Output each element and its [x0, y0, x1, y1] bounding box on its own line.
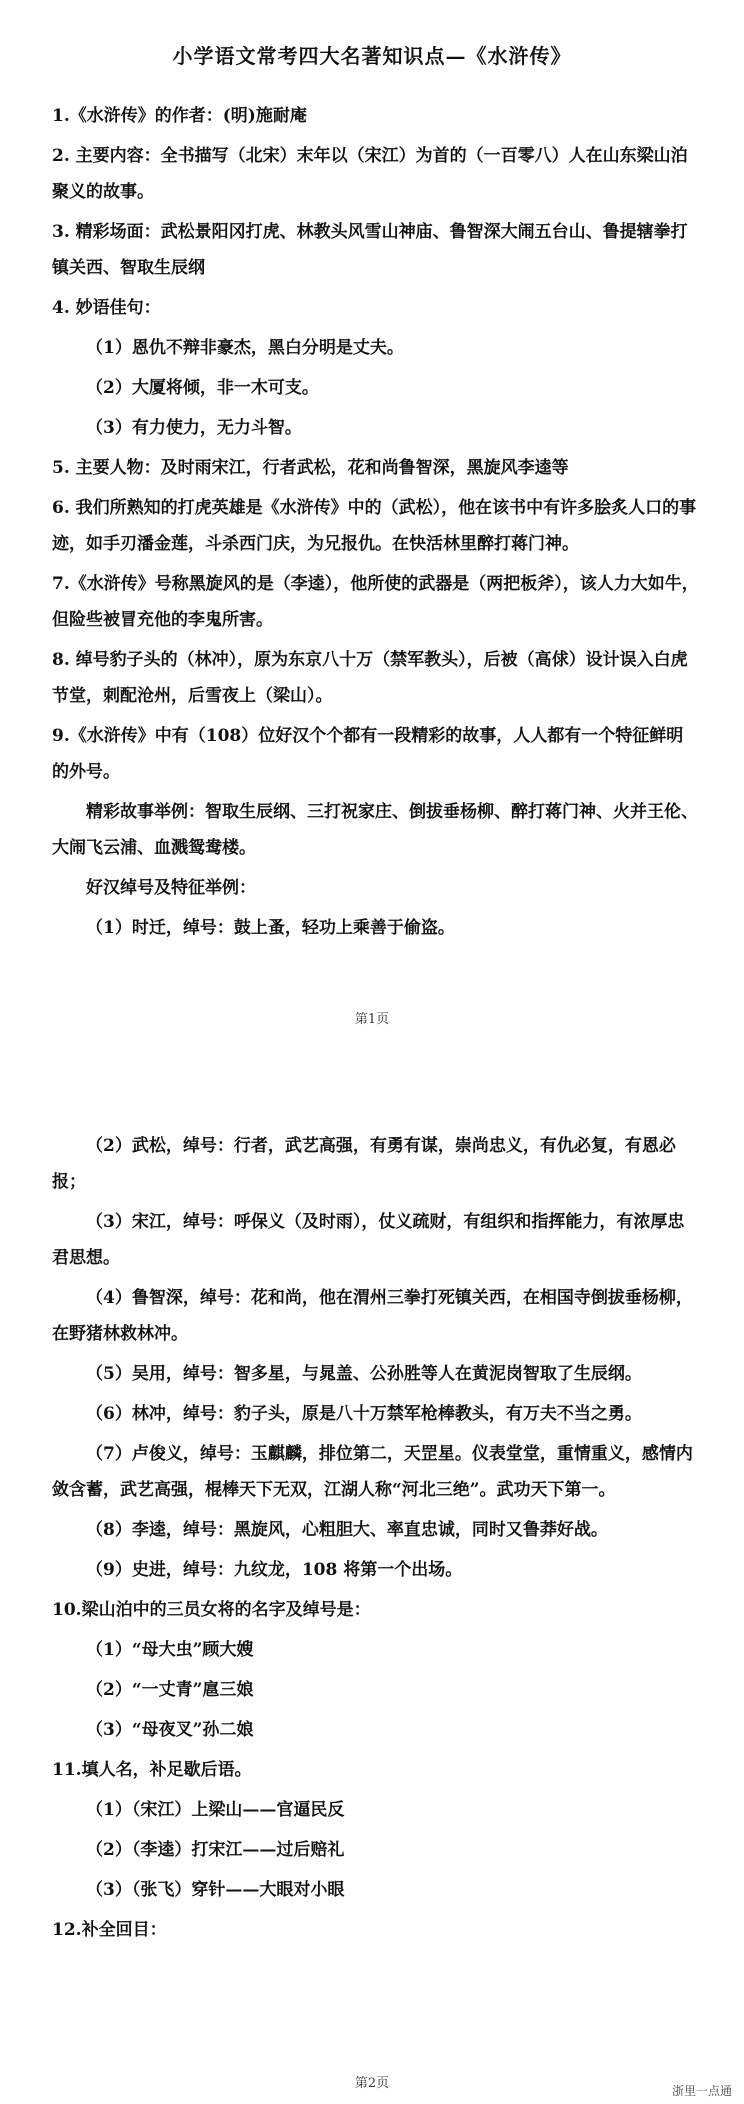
nickname-example-9: （9）史进，绰号：九纹龙，108 将第一个出场。	[86, 1560, 463, 1580]
nickname-example-8: （8）李逵，绰号：黑旋风，心粗胆大、率直忠诚，同时又鲁莽好战。	[86, 1520, 608, 1540]
xiehouyu-3: （3）（张飞）穿针——大眼对小眼	[86, 1880, 345, 1900]
nickname-example-5: （5）吴用，绰号：智多星，与晁盖、公孙胜等人在黄泥岗智取了生辰纲。	[86, 1364, 642, 1384]
page-number-1: 第1页	[354, 1012, 390, 1027]
nickname-example-2: （2）武松，绰号：行者，武艺高强，有勇有谋，崇尚忠义，有仇必复，有恩必报；	[52, 1136, 676, 1192]
female-general-1: （1）“母大虫”顾大嫂	[86, 1640, 254, 1660]
item-characters: 5. 主要人物：及时雨宋江，行者武松，花和尚鲁智深，黑旋风李逵等	[52, 458, 569, 478]
item-quotes-heading: 4. 妙语佳句：	[52, 298, 161, 318]
nickname-example-1: （1）时迁，绰号：鼓上蚤，轻功上乘善于偷盗。	[86, 918, 455, 938]
female-general-3: （3）“母夜叉”孙二娘	[86, 1720, 254, 1740]
page-1-content	[52, 98, 700, 950]
item-likui: 7.《水浒传》号称黑旋风的是（李逵），他所使的武器是（两把板斧），该人力大如牛，但险些被冒充他的李鬼所害。	[52, 574, 699, 630]
page-2-content	[52, 1128, 700, 1952]
xiehouyu-1: （1）（宋江）上梁山——官逼民反	[86, 1800, 345, 1820]
nickname-example-7: （7）卢俊义，绰号：玉麒麟，排位第二，天罡星。仪表堂堂，重情重义，感情内敛含蓄，武艺高强，棍棒天下无双，江湖人称“河北三绝”。武功天下第一。	[52, 1444, 693, 1500]
story-examples: 精彩故事举例：智取生辰纲、三打祝家庄、倒拔垂杨柳、醉打蒋门神、火并王伦、大闹飞云浦、血溅鸳鸯楼。	[52, 802, 698, 858]
female-general-2: （2）“一丈青”扈三娘	[86, 1680, 254, 1700]
nickname-examples-heading: 好汉绰号及特征举例：	[86, 878, 256, 898]
nickname-example-4: （4）鲁智深，绰号：花和尚，他在渭州三拳打死镇关西，在相国寺倒拔垂杨柳，在野猪林救林冲。	[52, 1288, 693, 1344]
quote-3: （3）有力使力，无力斗智。	[86, 418, 302, 438]
item-linchong: 8. 绰号豹子头的（林冲），原为东京八十万（禁军教头），后被（高俅）设计误入白虎节堂，刺配沧州，后雪夜上（梁山）。	[52, 650, 688, 706]
item-wusong: 6. 我们所熟知的打虎英雄是《水浒传》中的（武松），他在该书中有许多脍炙人口的事迹，如手刃潘金莲，斗杀西门庆，为兄报仇。在快活林里醉打蒋门神。	[52, 498, 697, 554]
item-scenes: 3. 精彩场面：武松景阳冈打虎、林教头风雪山神庙、鲁智深大闹五台山、鲁提辖拳打镇关西、智取生辰纲	[52, 222, 688, 278]
item-xiehouyu: 11.填人名，补足歇后语。	[52, 1760, 252, 1780]
item-main-content: 2. 主要内容：全书描写（北宋）末年以（宋江）为首的（一百零八）人在山东梁山泊聚义的故事。	[52, 146, 688, 202]
quote-2: （2）大厦将倾，非一木可支。	[86, 378, 319, 398]
item-author: 1.《水浒传》的作者：(明)施耐庵	[52, 106, 307, 126]
xiehouyu-2: （2）（李逵）打宋江——过后赔礼	[86, 1840, 345, 1860]
page-2	[0, 1062, 744, 2104]
item-chapter-titles: 12.补全回目：	[52, 1920, 167, 1940]
quote-1: （1）恩仇不辩非豪杰，黑白分明是丈夫。	[86, 338, 404, 358]
page-number-2: 第2页	[354, 2076, 390, 2091]
nickname-example-6: （6）林冲，绰号：豹子头，原是八十万禁军枪棒教头，有万夫不当之勇。	[86, 1404, 642, 1424]
document-title: 小学语文常考四大名著知识点—《水浒传》	[172, 44, 572, 68]
item-female-generals: 10.梁山泊中的三员女将的名字及绰号是：	[52, 1600, 371, 1620]
nickname-example-3: （3）宋江，绰号：呼保义（及时雨），仗义疏财，有组织和指挥能力，有浓厚忠君思想。	[52, 1212, 685, 1268]
item-108-heroes: 9.《水浒传》中有（108）位好汉个个都有一段精彩的故事，人人都有一个特征鲜明的外号。	[52, 726, 684, 782]
watermark-text: 浙里一点通	[671, 2084, 732, 2098]
